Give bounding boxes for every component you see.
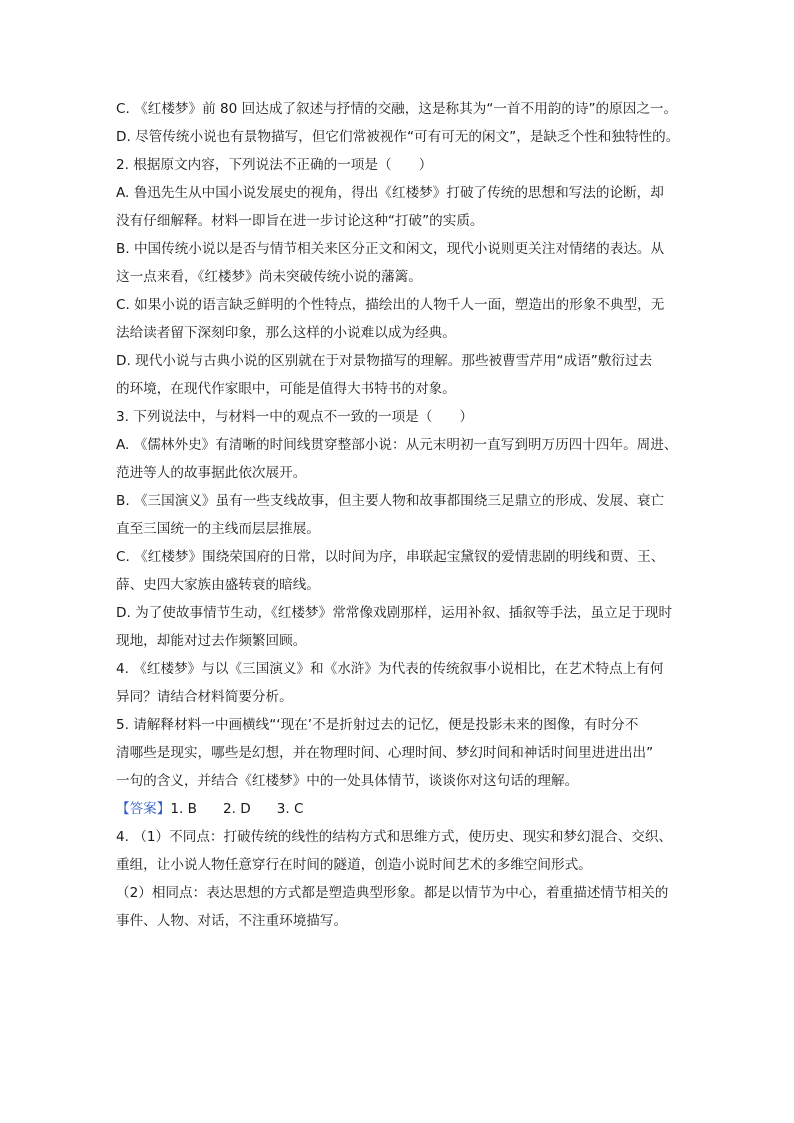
answer-line <box>116 795 688 823</box>
text-line: A. 鲁迅先生从中国小说发展史的视角，得出《红楼梦》打破了传统的思想和写法的论断，却 <box>116 185 664 201</box>
text-line: （2）相同点：表达思想的方式都是塑造典型形象。都是以情节为中心，着重描述情节相关的 <box>116 885 669 901</box>
text-line: 直至三国统一的主线而层层推展。 <box>116 521 320 537</box>
text-line: 范进等人的故事据此依次展开。 <box>116 465 307 481</box>
text-line: D. 为了使故事情节生动，《红楼梦》常常像戏剧那样，运用补叙、插叙等手法，虽立足于现时 <box>116 605 673 621</box>
text-line: 2. 根据原文内容，下列说法不正确的一项是（ ） <box>116 157 433 173</box>
body-text <box>116 95 688 795</box>
text-line: C. 《红楼梦》围绕荣国府的日常，以时间为序，串联起宝黛钗的爱情悲剧的明线和贾、王、 <box>116 549 665 565</box>
text-line: 重组，让小说人物任意穿行在时间的隧道，创造小说时间艺术的多维空间形式。 <box>116 857 592 873</box>
text-line: B. 《三国演义》虽有一些支线故事，但主要人物和故事都围绕三足鼎立的形成、发展、衰亡 <box>116 493 665 509</box>
text-line: 这一点来看，《红楼梦》尚未突破传统小说的藩篱。 <box>116 269 422 285</box>
text-line: D. 现代小说与古典小说的区别就在于对景物描写的理解。那些被曹雪芹用“成语”敷衍过去 <box>116 353 653 369</box>
text-line: C. 《红楼梦》前 80 回达成了叙述与抒情的交融，这是称其为“一首不用韵的诗”的原因之一。 <box>116 101 678 117</box>
answer-item: 1. B <box>170 801 197 817</box>
text-line: 4. 《红楼梦》与以《三国演义》和《水浒》为代表的传统叙事小说相比，在艺术特点上有何 <box>116 661 664 677</box>
text-line: C. 如果小说的语言缺乏鲜明的个性特点，描绘出的人物千人一面，塑造出的形象不典型，无 <box>116 297 665 313</box>
text-line: 事件、人物、对话，不注重环境描写。 <box>116 913 348 929</box>
text-line: 5. 请解释材料一中画横线“‘现在’不是折射过去的记忆，便是投影未来的图像，有时分不 <box>116 717 639 733</box>
text-line: A. 《儒林外史》有清晰的时间线贯穿整部小说：从元末明初一直写到明万历四十四年。周进、 <box>116 437 678 453</box>
answer-label: 【答案】 <box>116 801 171 817</box>
text-line: 没有仔细解释。材料一即旨在进一步讨论这种“打破”的实质。 <box>116 213 484 229</box>
text-line: D. 尽管传统小说也有景物描写，但它们常被视作“可有可无的闲文”，是缺乏个性和独特性的。 <box>116 129 680 145</box>
text-line: 清哪些是现实，哪些是幻想，并在物理时间、心理时间、梦幻时间和神话时间里进进出出” <box>116 745 654 761</box>
text-line: 一句的含义，并结合《红楼梦》中的一处具体情节，谈谈你对这句话的理解。 <box>116 773 579 789</box>
answer-item: 3. C <box>276 801 304 817</box>
page-content <box>116 95 688 935</box>
text-line: 的环境，在现代作家眼中，可能是值得大书特书的对象。 <box>116 381 456 397</box>
text-line: 法给读者留下深刻印象，那么这样的小说难以成为经典。 <box>116 325 456 341</box>
text-line: B. 中国传统小说以是否与情节相关来区分正文和闲文，现代小说则更关注对情绪的表达。从 <box>116 241 665 257</box>
text-line: 4. （1）不同点：打破传统的线性的结构方式和思维方式，使历史、现实和梦幻混合、交织、 <box>116 829 673 845</box>
answer-explanation <box>116 823 688 935</box>
text-line: 异同？请结合材料简要分析。 <box>116 689 293 705</box>
text-line: 薛、史四大家族由盛转衰的暗线。 <box>116 577 320 593</box>
text-line: 现地，却能对过去作频繁回顾。 <box>116 633 307 649</box>
answer-item: 2. D <box>223 801 251 817</box>
text-line: 3. 下列说法中，与材料一中的观点不一致的一项是（ ） <box>116 409 474 425</box>
